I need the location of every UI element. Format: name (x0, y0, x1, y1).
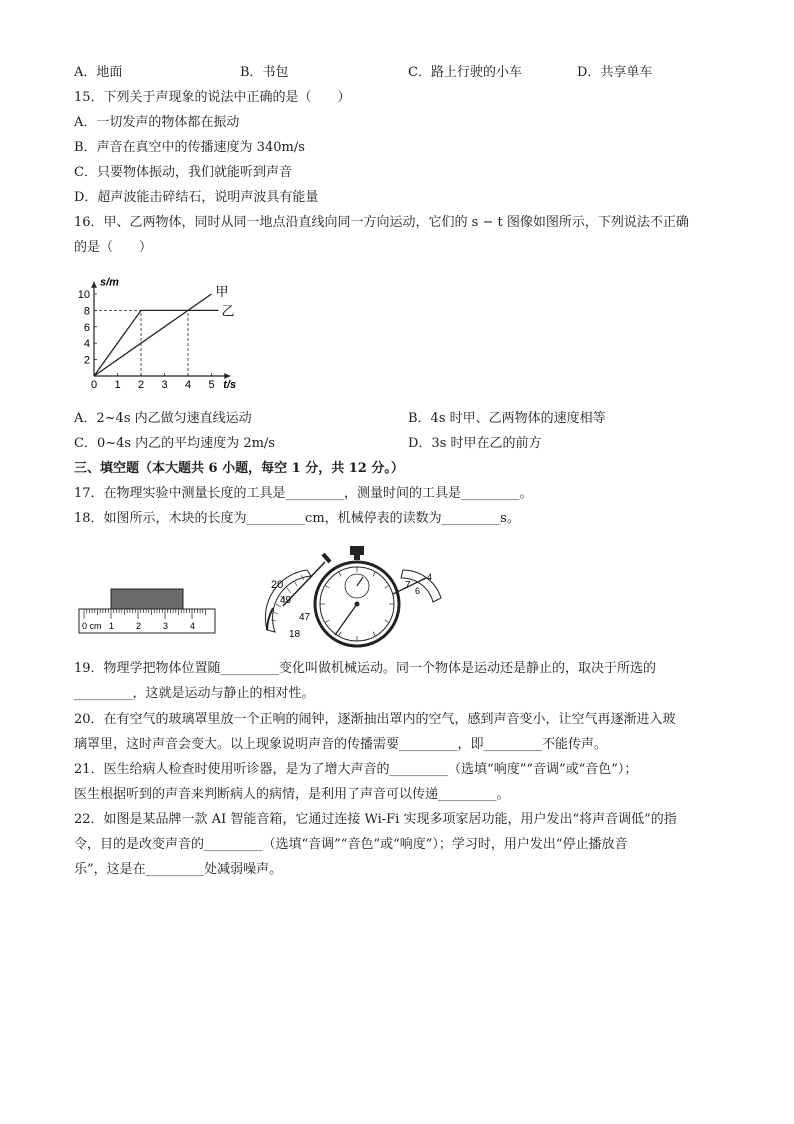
q16-option-c: C．0~4s 内乙的平均速度为 2m/s (74, 436, 275, 451)
q16-stem-line2: 的是（ ） (74, 240, 153, 255)
q15-option-a: A．一切发声的物体都在振动 (74, 115, 240, 130)
scale-label-49: 49 (280, 595, 292, 606)
q15-option-b: B．声音在真空中的传播速度为 340m/s (74, 140, 305, 155)
y-tick-label: 4 (83, 338, 90, 351)
minute-label-7: 7 (405, 580, 411, 591)
q15-option-d: D．超声波能击碎结石，说明声波具有能量 (74, 190, 319, 205)
stopwatch-crown (350, 546, 364, 555)
x-tick-label: 4 (184, 379, 192, 391)
q15-stem: 15．下列关于声现象的说法中正确的是（ ） (74, 90, 351, 105)
x-tick-label: 2 (137, 379, 145, 391)
x-axis-label: t/s (223, 379, 237, 391)
q15-option-c: C．只要物体振动，我们就能听到声音 (74, 165, 292, 180)
x-tick-label: 5 (208, 379, 215, 391)
ruler-label-4: 4 (190, 621, 196, 631)
q22-line1: 22．如图是某品牌一款 AI 智能音箱，它通过连接 Wi-Fi 实现多项家居功能，用户发出“将声音调低”的指 (74, 812, 677, 827)
series-line-jia (94, 294, 212, 376)
section-3-title: 三、填空题（本大题共 6 小题，每空 1 分，共 12 分。） (74, 461, 404, 476)
minute-label-4: 4 (427, 572, 433, 582)
series-label-jia: 甲 (215, 284, 229, 299)
minute-label-6: 6 (415, 586, 421, 596)
y-tick-label: 8 (83, 305, 90, 318)
scale-label-18: 18 (289, 629, 301, 640)
series-label-yi: 乙 (221, 303, 235, 319)
q22-line3: 乐”，这是在_________处减弱噪声。 (74, 862, 283, 877)
s-t-graph (76, 262, 256, 397)
wooden-block (111, 589, 183, 609)
stopwatch-figure (245, 540, 455, 650)
x-tick-label: 0 (90, 379, 98, 391)
ruler-label-3: 3 (163, 621, 169, 631)
y-axis-arrow (91, 282, 97, 288)
y-axis-label: s/m (100, 276, 119, 289)
q14-option-c: C．路上行驶的小车 (408, 65, 522, 80)
q14-option-b: B．书包 (240, 65, 289, 80)
y-tick-label: 6 (83, 321, 90, 334)
q19-line2: _________，这就是运动与静止的相对性。 (74, 686, 315, 701)
scale-label-47: 47 (299, 612, 311, 623)
q14-option-d: D．共享单车 (577, 65, 653, 80)
q16-stem-line1: 16．甲、乙两物体，同时从同一地点沿直线向同一方向运动，它们的 s − t 图像如图所示，下列说法不正确 (74, 215, 689, 230)
q16-option-a: A．2~4s 内乙做匀速直线运动 (74, 411, 252, 426)
y-tick-label: 10 (77, 289, 90, 301)
q20-line2: 璃罩里，这时声音会变大。以上现象说明声音的传播需要_________，即_________不能传声。 (74, 737, 608, 752)
ruler-label-0: 0 cm (82, 621, 102, 631)
y-tick-label: 2 (83, 354, 90, 367)
ruler-label-2: 2 (136, 621, 142, 631)
x-tick-label: 1 (114, 379, 121, 391)
q18-text: 18．如图所示，木块的长度为_________cm，机械停表的读数为_________s。 (74, 511, 520, 526)
ruler-figure (78, 585, 218, 635)
q16-option-d: D．3s 时甲在乙的前方 (408, 436, 542, 451)
q19-line1: 19．物理学把物体位置随_________变化叫做机械运动。同一个物体是运动还是静止的，取决于所选的 (74, 661, 657, 676)
series-line-yi (94, 310, 219, 376)
q14-option-a: A．地面 (74, 65, 123, 80)
q22-line2: 令，目的是改变声音的_________（选填“音调”“音色”或“响度”）；学习时，用户发出“停止播放音 (74, 837, 628, 852)
scale-label-20: 20 (271, 579, 284, 591)
x-tick-label: 3 (161, 379, 168, 391)
q20-line1: 20．在有空气的玻璃罩里放一个正响的闹钟，逐渐抽出罩内的空气，感到声音变小，让空气再逐渐进入玻 (74, 712, 676, 727)
q21-line1: 21．医生给病人检查时使用听诊器，是为了增大声音的_________（选填“响度”“音调”或“音色”）； (74, 762, 638, 777)
q21-line2: 医生根据听到的声音来判断病人的病情，是利用了声音可以传递_________。 (74, 787, 510, 802)
q17-text: 17．在物理实验中测量长度的工具是_________，测量时间的工具是_________。 (74, 486, 533, 501)
ruler-label-1: 1 (109, 621, 115, 631)
q16-option-b: B．4s 时甲、乙两物体的速度相等 (408, 411, 606, 426)
